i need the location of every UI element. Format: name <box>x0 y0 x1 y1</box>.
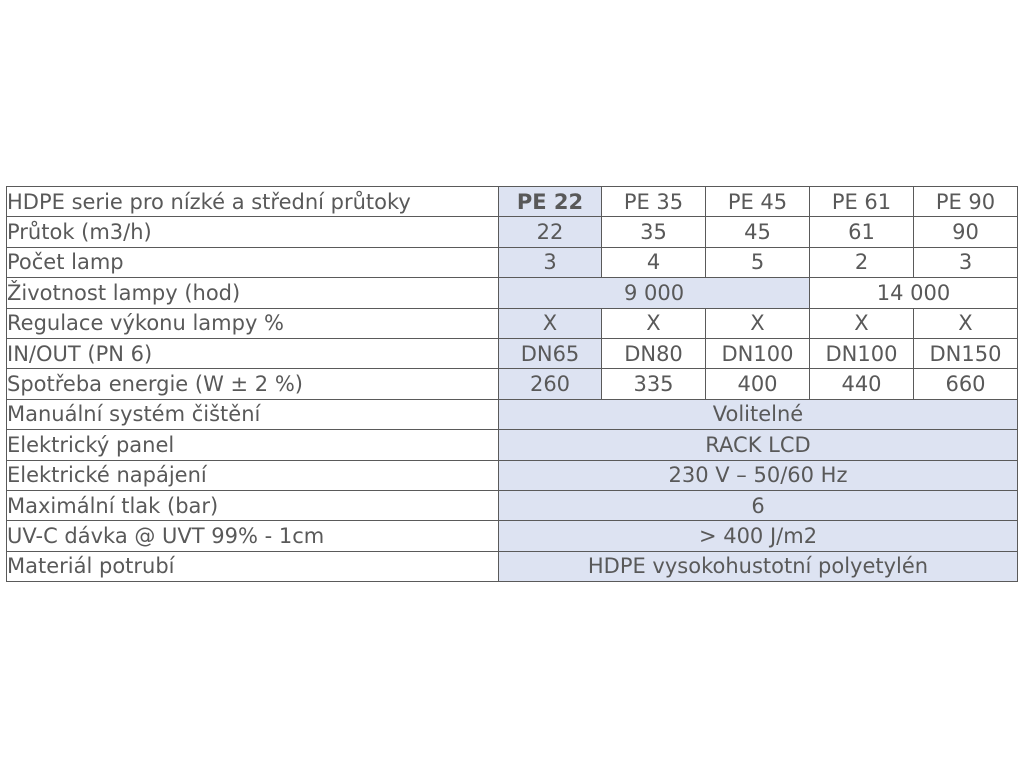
row-label: Počet lamp <box>7 247 499 277</box>
table-cell: 400 <box>706 369 810 399</box>
specification-table <box>6 186 1018 582</box>
table-cell: 260 <box>499 369 602 399</box>
row-label: Manuální systém čištění <box>7 399 499 429</box>
table-row-power-supply <box>7 460 1018 490</box>
table-cell: 660 <box>914 369 1018 399</box>
table-cell: DN150 <box>914 338 1018 368</box>
table-row-power-regulation <box>7 308 1018 338</box>
table-cell-shared: HDPE vysokohustotní polyetylén <box>499 551 1018 581</box>
table-row-lamp-lifetime <box>7 278 1018 308</box>
table-row-max-pressure <box>7 490 1018 520</box>
table-row-lamp-count <box>7 247 1018 277</box>
model-header-pe61: PE 61 <box>810 187 914 217</box>
table-row-energy-consumption <box>7 369 1018 399</box>
table-cell: 45 <box>706 217 810 247</box>
table-cell: 335 <box>602 369 706 399</box>
table-cell: DN80 <box>602 338 706 368</box>
row-label: Regulace výkonu lampy % <box>7 308 499 338</box>
table-cell-shared: RACK LCD <box>499 430 1018 460</box>
row-label: Průtok (m3/h) <box>7 217 499 247</box>
table-cell: 4 <box>602 247 706 277</box>
table-cell: X <box>706 308 810 338</box>
table-cell: X <box>914 308 1018 338</box>
model-header-pe45: PE 45 <box>706 187 810 217</box>
table-row-in-out <box>7 338 1018 368</box>
table-cell-merged: 14 000 <box>810 278 1018 308</box>
series-title-cell: HDPE serie pro nízké a střední průtoky <box>7 187 499 217</box>
table-cell: X <box>602 308 706 338</box>
table-cell: X <box>810 308 914 338</box>
row-label: Elektrický panel <box>7 430 499 460</box>
model-header-pe35: PE 35 <box>602 187 706 217</box>
table-row-manual-cleaning <box>7 399 1018 429</box>
model-header-pe90: PE 90 <box>914 187 1018 217</box>
row-label: Elektrické napájení <box>7 460 499 490</box>
table-row-electric-panel <box>7 430 1018 460</box>
row-label: IN/OUT (PN 6) <box>7 338 499 368</box>
row-label: Životnost lampy (hod) <box>7 278 499 308</box>
table-cell-merged: 9 000 <box>499 278 810 308</box>
model-header-pe22: PE 22 <box>499 187 602 217</box>
table-cell: DN100 <box>706 338 810 368</box>
table-cell: 22 <box>499 217 602 247</box>
table-cell: DN65 <box>499 338 602 368</box>
table-cell: 3 <box>499 247 602 277</box>
row-label: UV-C dávka @ UVT 99% - 1cm <box>7 521 499 551</box>
row-label: Maximální tlak (bar) <box>7 490 499 520</box>
table-cell-shared: 230 V – 50/60 Hz <box>499 460 1018 490</box>
table-row-flow <box>7 217 1018 247</box>
table-row-uvc-dose <box>7 521 1018 551</box>
table-cell: 3 <box>914 247 1018 277</box>
table-cell: X <box>499 308 602 338</box>
table-cell: 90 <box>914 217 1018 247</box>
table-cell: 61 <box>810 217 914 247</box>
row-label: Materiál potrubí <box>7 551 499 581</box>
table-row-pipe-material <box>7 551 1018 581</box>
table-cell-shared: Volitelné <box>499 399 1018 429</box>
table-cell: 440 <box>810 369 914 399</box>
table-cell-shared: 6 <box>499 490 1018 520</box>
table-cell: 2 <box>810 247 914 277</box>
table-header-row <box>7 187 1018 217</box>
table-cell-shared: > 400 J/m2 <box>499 521 1018 551</box>
table-cell: 5 <box>706 247 810 277</box>
table-cell: 35 <box>602 217 706 247</box>
row-label: Spotřeba energie (W ± 2 %) <box>7 369 499 399</box>
table-cell: DN100 <box>810 338 914 368</box>
